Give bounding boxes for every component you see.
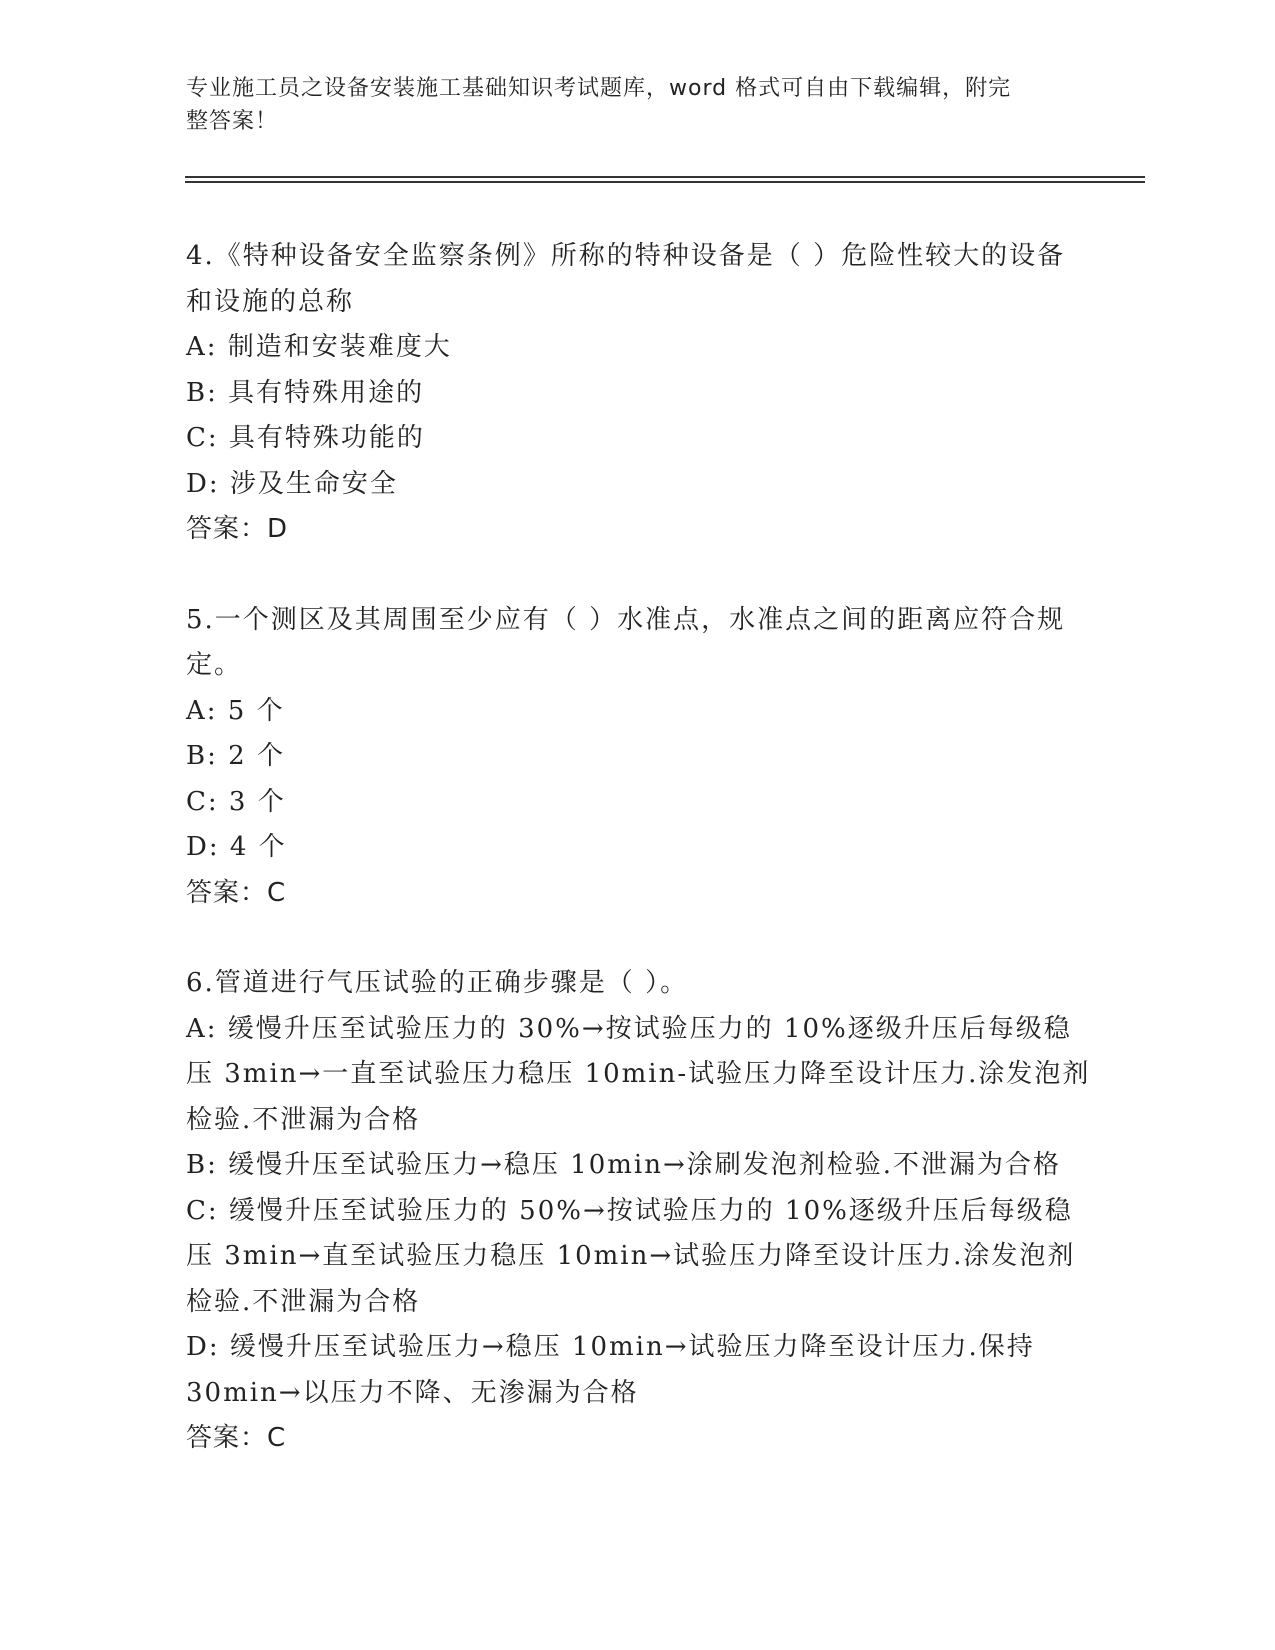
option-a: A: 制造和安装难度大 — [186, 332, 452, 362]
answer: 答案：C — [186, 1423, 287, 1453]
option-c: C: 具有特殊功能的 — [186, 423, 425, 453]
answer: 答案：D — [186, 514, 289, 544]
question-text: 4.《特种设备安全监察条例》所称的特种设备是（ ）危险性较大的设备和设施的总称 — [186, 241, 1066, 317]
option-d: D: 涉及生命安全 — [186, 468, 398, 499]
header-line-2: 整答案！ — [186, 109, 279, 134]
option-a: A: 缓慢升压至试验压力的 30%→按试验压力的 10%逐级升压后每级稳压 3min→一直至试验压力稳压 10min-试验压力降至设计压力.涂发泡剂检验.不泄漏为合格 — [186, 1013, 1091, 1135]
header-line-1: 专业施工员之设备安装施工基础知识考试题库，word 格式可自由下载编辑，附完 — [186, 76, 1012, 101]
option-d: D: 4 个 — [186, 832, 287, 862]
answer: 答案：C — [186, 877, 287, 908]
option-b: B: 缓慢升压至试验压力→稳压 10min→涂刷发泡剂检验.不泄漏为合格 — [186, 1150, 1062, 1180]
header-divider-bottom — [185, 181, 1145, 183]
option-a: A: 5 个 — [186, 695, 285, 726]
question-4 — [186, 234, 1091, 553]
header-divider-top — [185, 176, 1145, 178]
option-b: B: 具有特殊用途的 — [186, 377, 425, 408]
question-6 — [186, 961, 1091, 1462]
option-c: C: 3 个 — [186, 786, 286, 817]
option-b: B: 2 个 — [186, 741, 285, 771]
document-header — [186, 72, 1086, 138]
option-c: C: 缓慢升压至试验压力的 50%→按试验压力的 10%逐级升压后每级稳压 3min→直至试验压力稳压 10min→试验压力降至设计压力.涂发泡剂检验.不泄漏为合格 — [186, 1195, 1076, 1317]
question-5 — [186, 598, 1091, 917]
question-list — [186, 234, 1091, 1507]
question-text: 5.一个测区及其周围至少应有（ ）水准点，水准点之间的距离应符合规定。 — [186, 604, 1066, 680]
option-d: D: 缓慢升压至试验压力→稳压 10min→试验压力降至设计压力.保持 30min→以压力不降、无渗漏为合格 — [186, 1332, 1035, 1408]
question-text: 6.管道进行气压试验的正确步骤是（ ）。 — [186, 968, 689, 998]
